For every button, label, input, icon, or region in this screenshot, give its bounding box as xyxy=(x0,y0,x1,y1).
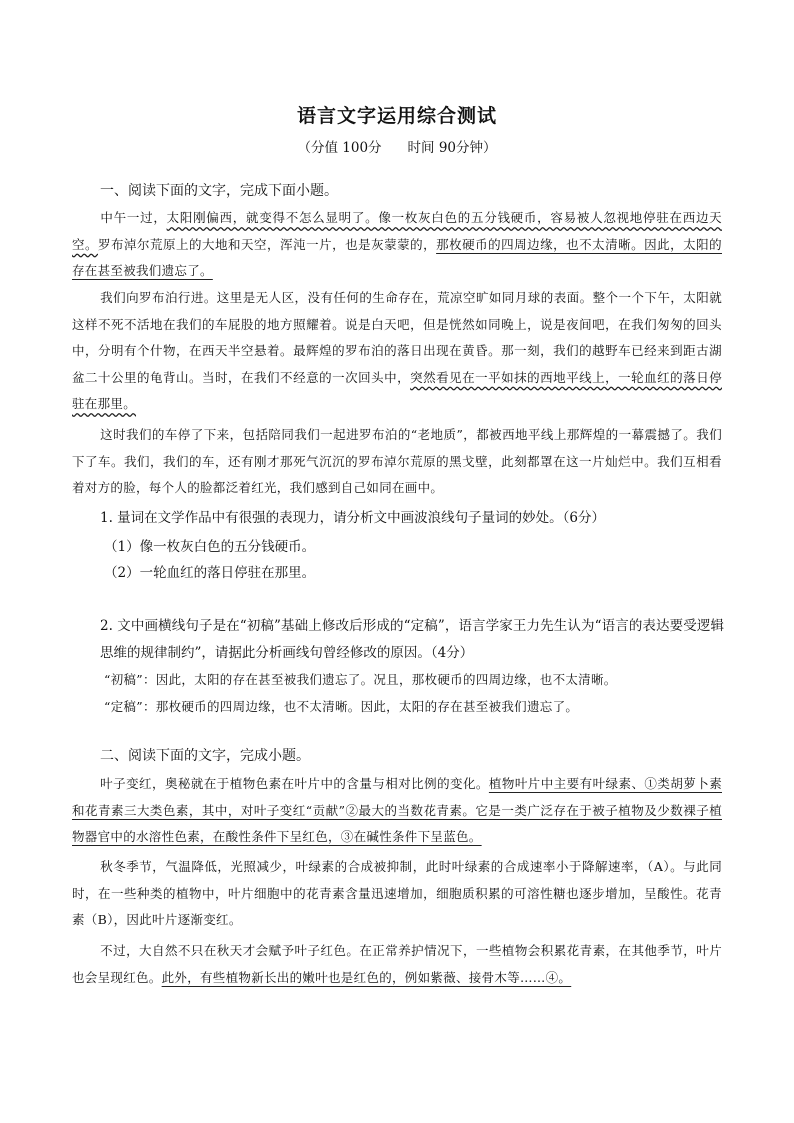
question-2: 2. 文中画横线句子是在“初稿”基础上修改后形成的“定稿”，语言学家王力先生认为“语言的表达要受逻辑思维的规律制约”，请据此分析画线句曾经修改的原因。（4分） xyxy=(100,618,724,661)
underlined-passage: 植物叶片中主要有叶绿素、①类胡萝卜素和花青素三大类色素，其中，对叶子变红“贡献”②最大的当数花青素。它是一类广泛存在于被子植物及少数裸子植物器官中的水溶性色素，在酸性条件下呈红色，③在碱性条件下呈蓝色。 xyxy=(72,776,722,844)
underlined-sentence: 那枚硬币的四周边缘，也不太清晰。因此，太阳的存在甚至被我们遗忘了。 xyxy=(72,236,722,278)
section-2-heading: 二、阅读下面的文字，完成小题。 xyxy=(100,748,310,764)
s1-paragraph-3: 这时我们的车停了下来，包括陪同我们一起进罗布泊的“老地质”，都被西地平线上那辉煌的一幕震撼了。我们下了车。我们，我们的车，还有刚才那死气沉沉的罗布淖尔荒原的黑戈壁，此刻都罩在这一片灿烂中。我们互相看着对方的脸，每个人的脸都泛着红光，我们感到自己如同在画中。 xyxy=(72,427,722,495)
s2-paragraph-3: 不过，大自然不只在秋天才会赋予叶子红色。在正常养护情况下，一些植物会积累花青素，在其他季节，叶片也会呈现红色。此外，有些植物新长出的嫩叶也是红色的，例如紫薇、接骨木等……④。 xyxy=(72,943,722,985)
section-1-heading: 一、阅读下面的文字，完成下面小题。 xyxy=(100,183,338,199)
page-title: 语言文字运用综合测试 xyxy=(296,105,497,127)
question-1-item-a: （1）像一枚灰白色的五分钱硬币。 xyxy=(104,539,316,555)
s1-paragraph-2: 我们向罗布泊行进。这里是无人区，没有任何的生命存在，荒凉空旷如同月球的表面。整个一个下午，太阳就这样不死不活地在我们的车屁股的地方照耀着。说是白天吧，但是恍然如同晚上，说是夜间吧，在我们匆匆的回头中，分明有个什物，在西天半空悬着。最辉煌的罗布泊的落日出现在黄昏。那一刻，我们的越野车已经来到距古湖盆二十公里的龟背山。当时，在我们不经意的一次回头中，突然看见在一平如抹的西地平线上，一轮血红的落日停驻在那里。 xyxy=(72,290,722,411)
s2-paragraph-1: 叶子变红，奥秘就在于植物色素在叶片中的含量与相对比例的变化。植物叶片中主要有叶绿素、①类胡萝卜素和花青素三大类色素，其中，对叶子变红“贡献”②最大的当数花青素。它是一类广泛存在于被子植物及少数裸子植物器官中的水溶性色素，在酸性条件下呈红色，③在碱性条件下呈蓝色。 xyxy=(72,776,722,844)
time-info: 时间 90分钟） xyxy=(407,140,497,156)
draft-final: “定稿”：那枚硬币的四周边缘，也不太清晰。因此，太阳的存在甚至被我们遗忘了。 xyxy=(104,699,579,714)
wavy-sentence-2: 突然看见在一平如抹的西地平线上，一轮血红的落日停驻在那里。 xyxy=(72,369,722,411)
wavy-sentence-1: 太阳刚偏西，就变得不怎么显明了。像一枚灰白色的五分钱硬币，容易被人忽视地停驻在西边天空。 xyxy=(72,210,722,252)
page-subtitle xyxy=(0,136,794,156)
underlined-sentence-2: 此外，有些植物新长出的嫩叶也是红色的，例如紫薇、接骨木等……④。 xyxy=(161,969,572,985)
score-info: （分值 100分 xyxy=(297,140,382,156)
s1-paragraph-1: 中午一过，太阳刚偏西，就变得不怎么显明了。像一枚灰白色的五分钱硬币，容易被人忽视地停驻在西边天空。罗布淖尔荒原上的大地和天空，浑沌一片，也是灰蒙蒙的，那枚硬币的四周边缘，也不太清晰。因此，太阳的存在甚至被我们遗忘了。 xyxy=(72,210,722,278)
question-1: 1. 量词在文学作品中有很强的表现力，请分析文中画波浪线句子量词的妙处。（6分） xyxy=(100,510,606,526)
s2-paragraph-2: 秋冬季节，气温降低，光照减少，叶绿素的合成被抑制，此时叶绿素的合成速率小于降解速率，（A）。与此同时，在一些种类的植物中，叶片细胞中的花青素含量迅速增加，细胞质积累的可溶性糖也逐步增加，呈酸性。花青素（B），因此叶片逐渐变红。 xyxy=(72,859,722,927)
question-1-item-b: （2）一轮血红的落日停驻在那里。 xyxy=(104,565,316,581)
draft-initial: “初稿”：因此，太阳的存在甚至被我们遗忘了。况且，那枚硬币的四周边缘，也不太清晰。 xyxy=(104,672,617,687)
